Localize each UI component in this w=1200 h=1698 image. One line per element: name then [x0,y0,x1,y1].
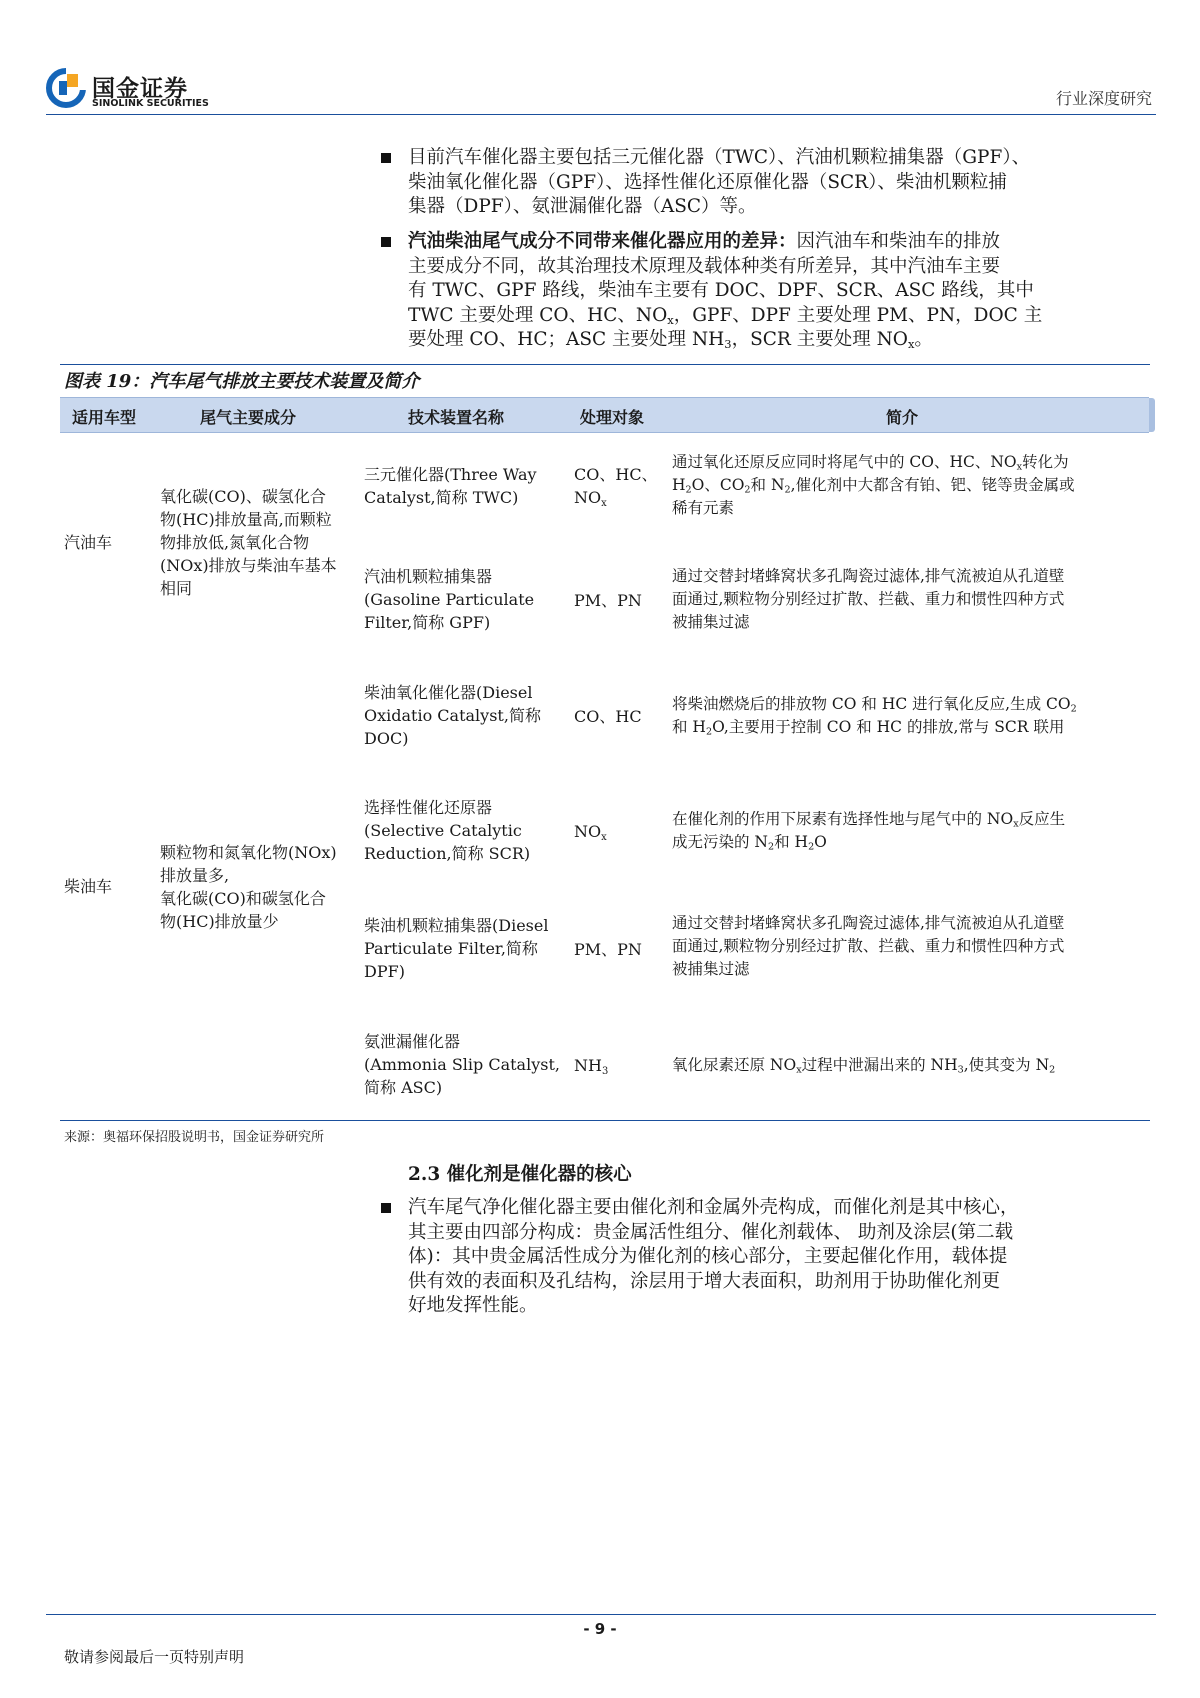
figure-top-rule [60,364,1150,365]
treatment-target-asc: $NH_3$ [574,1056,609,1077]
company-logo [46,68,236,116]
treatment-target-twc: CO、HC、 $NO_x$ [574,465,658,509]
text-line: 主要成分不同，故其治理技术原理及载体种类有所差异，其中汽油车主要 [408,255,1001,277]
treatment-target-dpf: PM、PN [574,940,642,959]
logo-text-en: SINOLINK SECURITIES [92,98,209,109]
text-line: 要处理 CO、HC；ASC 主要处理 $NH_3$，SCR 主要处理 $NO_x$。 [408,329,933,352]
logo-text-cn: 国金证券 [92,76,188,102]
treatment-target-scr: $NO_x$ [574,822,607,843]
text-line: 氧化碳(CO)和碳氢化合 [160,889,326,908]
description-doc: 将柴油燃烧后的排放物 CO 和 HC 进行氧化反应,生成 $CO_2$ 和 $H_2O$,主要用于控制 CO 和 HC 的排放,常与 SCR 联用 [672,695,1077,738]
text-line: 有 TWC、GPF 路线，柴油车主要有 DOC、DPF、SCR、ASC 路线，其中 [408,280,1034,301]
treatment-target-gpf: PM、PN [574,591,642,610]
figure-source: 来源：奥福环保招股说明书，国金证券研究所 [64,1130,325,1145]
disclaimer-link[interactable]: 敬请参阅最后一页特别声明 [64,1648,245,1666]
column-header: 技术装置名称 [408,408,505,427]
text-line: 集器（DPF）、氨泄漏催化器（ASC）等。 [408,196,757,217]
column-header: 处理对象 [580,408,645,427]
text-line: 排放量多, [160,866,230,885]
section-heading: 2.3 催化剂是催化器的核心 [408,1164,632,1185]
text-line: 汽车尾气净化催化器主要由催化剂和金属外壳构成，而催化剂是其中核心， [408,1197,1019,1218]
text-line: 好地发挥性能。 [408,1295,538,1316]
vehicle-type-diesel: 柴油车 [64,877,113,896]
text-line: 氧化碳(CO)、碳氢化合 [160,487,326,506]
text-line: 供有效的表面积及孔结构，涂层用于增大表面积，助剂用于协助催化剂更 [408,1270,1001,1292]
description-dpf: 通过交替封堵蜂窝状多孔陶瓷过滤体,排气流被迫从孔道壁 面通过,颗粒物分别经过扩散、拦截、重力和惯性四种方式 被捕集过滤 [672,914,1065,978]
figure-title: 图表 19：汽车尾气排放主要技术装置及简介 [64,371,420,392]
description-twc: 通过氧化还原反应同时将尾气中的 CO、HC、$NO_x$转化为 $H_2O$、$CO_2$和 $N_2$,催化剂中大都含有铂、钯、铑等贵金属或 稀有元素 [672,453,1075,517]
bullet-paragraph-2 [408,230,1144,353]
text-line: (NOx)排放与柴油车基本 [160,556,337,575]
device-name-doc: 柴油氧化催化器(Diesel Oxidatio Catalyst,简称 DOC) [364,683,541,748]
text-line: 柴油氧化催化器（GPF）、选择性催化还原催化器（SCR）、柴油机颗粒捕 [408,171,1007,193]
device-name-gpf: 汽油机颗粒捕集器 (Gasoline Particulate Filter,简称 GPF) [364,567,535,632]
footer-divider [46,1614,1156,1615]
text-line: 物排放低,氮氧化合物 [160,533,310,552]
bullet-paragraph-1 [408,146,1144,220]
treatment-target-doc: CO、HC [574,707,642,726]
vehicle-type-gasoline: 汽油车 [64,533,113,552]
bullet-bold-lead: 汽油柴油尾气成分不同带来催化器应用的差异： [408,231,797,252]
exhaust-components-gasoline [160,485,360,600]
bullet-square-icon [381,153,391,163]
bullet-square-icon [381,237,391,247]
exhaust-components-diesel [160,841,360,933]
device-name-dpf: 柴油机颗粒捕集器(Diesel Particulate Filter,简称 DPF) [364,916,549,981]
text-line: 体)：其中贵金属活性成分为催化剂的核心部分，主要起催化作用，载体提 [408,1246,1008,1267]
description-gpf: 通过交替封堵蜂窝状多孔陶瓷过滤体,排气流被迫从孔道壁 面通过,颗粒物分别经过扩散、拦截、重力和惯性四种方式 被捕集过滤 [672,567,1065,631]
device-name-twc: 三元催化器(Three Way Catalyst,简称 TWC) [364,465,537,507]
text-line: 因汽油车和柴油车的排放 [796,231,1001,252]
logo-mark-icon [46,68,86,108]
description-asc: 氧化尿素还原 $NO_x$过程中泄漏出来的 $NH_3$,使其变为 $N_2$ [672,1056,1056,1076]
text-line: 物(HC)排放量少 [160,912,279,931]
figure-bottom-rule [60,1120,1150,1121]
text-line: TWC 主要处理 CO、HC、$NO_x$，GPF、DPF 主要处理 PM、PN，DOC 主 [408,304,1043,327]
report-type-label: 行业深度研究 [1055,89,1152,108]
column-header: 适用车型 [72,408,137,427]
text-line: 相同 [160,579,193,598]
column-header: 尾气主要成分 [200,408,297,427]
text-line: 颗粒物和氮氧化物(NOx) [160,843,337,862]
header-divider [46,114,1156,115]
text-line: 其主要由四部分构成：贵金属活性组分、催化剂载体、 助剂及涂层(第二载 [408,1221,1014,1243]
page-number: - 9 - [583,1620,617,1638]
bullet-paragraph-3 [408,1196,1144,1319]
column-header: 简介 [886,408,919,427]
device-name-scr: 选择性催化还原器 (Selective Catalytic Reduction,简称 SCR) [364,798,531,863]
text-line: 物(HC)排放量高,而颗粒 [160,510,332,529]
text-line: 目前汽车催化器主要包括三元催化器（TWC）、汽油机颗粒捕集器（GPF）、 [408,147,1031,168]
bullet-square-icon [381,1203,391,1213]
device-name-asc: 氨泄漏催化器 (Ammonia Slip Catalyst, 简称 ASC) [364,1032,560,1097]
description-scr: 在催化剂的作用下尿素有选择性地与尾气中的 $NO_x$反应生 成无污染的 $N_2$和 $H_2O$ [672,810,1066,853]
